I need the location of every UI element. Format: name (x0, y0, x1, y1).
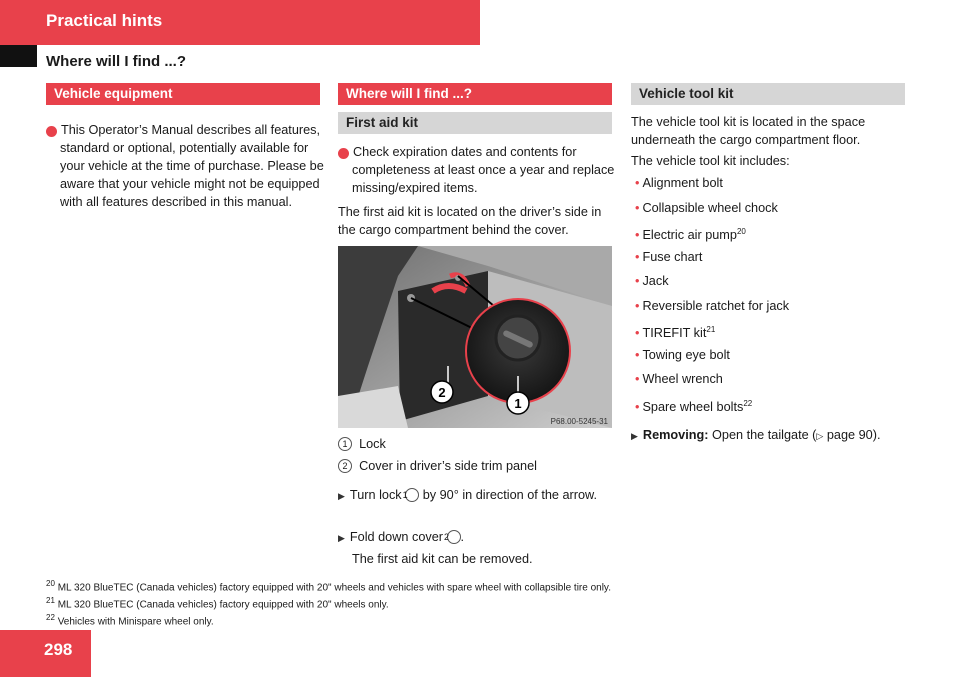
footnote-number: 22 (46, 613, 55, 622)
tool-kit-list (635, 174, 905, 419)
tool-kit-item (635, 297, 905, 322)
cover-ref: 2 (447, 530, 461, 544)
tool-kit-item-label: TIREFIT kit (642, 326, 707, 341)
tool-kit-item-label: Jack (642, 274, 669, 288)
cargo-compartment-photo (338, 246, 612, 428)
footnote-text: Vehicles with Minispare wheel only. (57, 616, 214, 628)
footnote-number: 20 (46, 579, 55, 588)
footnote-ref: 22 (743, 398, 753, 408)
footnote-number: 21 (46, 596, 55, 605)
arrow-right-icon: ▶ (338, 533, 345, 543)
image-code: P68.00-5245-31 (550, 417, 608, 426)
tool-kit-item (635, 346, 905, 371)
tool-kit-item (635, 174, 905, 199)
step-fold-cover (338, 528, 628, 547)
callout-1: 1 (514, 396, 522, 411)
bullet-icon: • (635, 372, 640, 386)
tool-kit-intro: The vehicle tool kit includes: (631, 154, 790, 168)
bullet-icon: • (635, 399, 640, 414)
tool-kit-item (635, 223, 905, 248)
footnote (46, 578, 611, 594)
tool-kit-item (635, 370, 905, 395)
legend-item (338, 435, 614, 453)
first-aid-note-text: Check expiration dates and contents for completeness at least once a year and replace missing/expired items. (352, 145, 615, 195)
legend-number: 2 (338, 459, 352, 473)
legend-item (338, 457, 614, 475)
step-text: Turn lock (349, 488, 402, 502)
info-icon: i (46, 126, 57, 137)
removing-text: Open the tailgate ( (712, 428, 817, 442)
tool-kit-location: The vehicle tool kit is located in the space underneath the cargo compartment floor. (631, 115, 866, 147)
tool-kit-item (635, 199, 905, 224)
footnote (46, 612, 214, 628)
arrow-right-icon: ▶ (338, 491, 345, 501)
page-reference[interactable]: page 90). (826, 428, 881, 442)
vehicle-equipment-heading: Vehicle equipment (46, 83, 320, 105)
where-find-heading: Where will I find ...? (338, 83, 612, 105)
tool-kit-item-label: Collapsible wheel chock (642, 200, 778, 215)
tool-kit-item-label: Reversible ratchet for jack (642, 298, 790, 313)
legend-text: Lock (359, 437, 386, 451)
header-marker (0, 45, 37, 67)
bullet-icon: • (635, 249, 640, 264)
equipment-note (42, 121, 328, 211)
header-bar (0, 0, 480, 45)
tool-kit-item-label: Spare wheel bolts (642, 399, 744, 414)
footnote-ref: 21 (706, 325, 716, 334)
tool-kit-item (635, 272, 905, 297)
bullet-icon: • (635, 326, 640, 341)
tool-kit-item-label: Alignment bolt (642, 176, 723, 190)
equipment-note-text: This Operator’s Manual describes all features, standard or optional, potentially available for your vehicle at the time of purchase. Please be aware that your vehicle might not be equipped with all features described in this manual. (60, 123, 324, 209)
triangle-ref-icon: ▷ (816, 431, 824, 441)
removing-label: Removing: (642, 428, 709, 442)
step-result: The first aid kit can be removed. (352, 552, 533, 566)
removing-step (631, 426, 925, 445)
tool-kit-item (635, 395, 905, 420)
page-number-tab (0, 630, 91, 677)
vehicle-tool-kit-heading: Vehicle tool kit (631, 83, 905, 105)
footnote (46, 595, 389, 611)
info-icon: i (338, 148, 349, 159)
bullet-icon: • (635, 228, 640, 243)
tool-kit-item-label: Towing eye bolt (642, 347, 730, 362)
first-aid-location: The first aid kit is located on the driver’s side in the cargo compartment behind the cover. (338, 205, 602, 237)
callout-2: 2 (438, 385, 446, 400)
legend-text: Cover in driver’s side trim panel (359, 459, 537, 473)
bullet-icon: • (635, 274, 640, 288)
footnote-text: ML 320 BlueTEC (Canada vehicles) factory equipped with 20" wheels only. (57, 599, 389, 611)
arrow-right-icon: ▶ (631, 431, 638, 441)
page-subtitle: Where will I find ...? (46, 53, 187, 70)
tool-kit-item-label: Wheel wrench (642, 372, 723, 386)
footnote-ref: 20 (736, 227, 746, 236)
tool-kit-item (635, 321, 905, 346)
first-aid-kit-heading: First aid kit (338, 112, 612, 134)
bullet-icon: • (635, 200, 640, 215)
lock-ref: 1 (405, 488, 419, 502)
tool-kit-item-label: Fuse chart (642, 249, 703, 264)
tool-kit-item (635, 248, 905, 273)
page-number: 298 (44, 640, 73, 659)
bullet-icon: • (635, 176, 640, 190)
legend-number: 1 (338, 437, 352, 451)
bullet-icon: • (635, 298, 640, 313)
step-turn-lock (338, 486, 628, 505)
step-text: Fold down cover (349, 530, 444, 544)
footnote-text: ML 320 BlueTEC (Canada vehicles) factory equipped with 20" wheels and vehicles with spare wheel with collapsible tire only. (57, 582, 611, 594)
step-text: . (460, 530, 465, 544)
bullet-icon: • (635, 347, 640, 362)
section-title: Practical hints (46, 11, 163, 30)
tool-kit-item-label: Electric air pump (642, 228, 737, 243)
step-text: by 90° in direction of the arrow. (422, 488, 598, 502)
first-aid-note (334, 143, 628, 197)
